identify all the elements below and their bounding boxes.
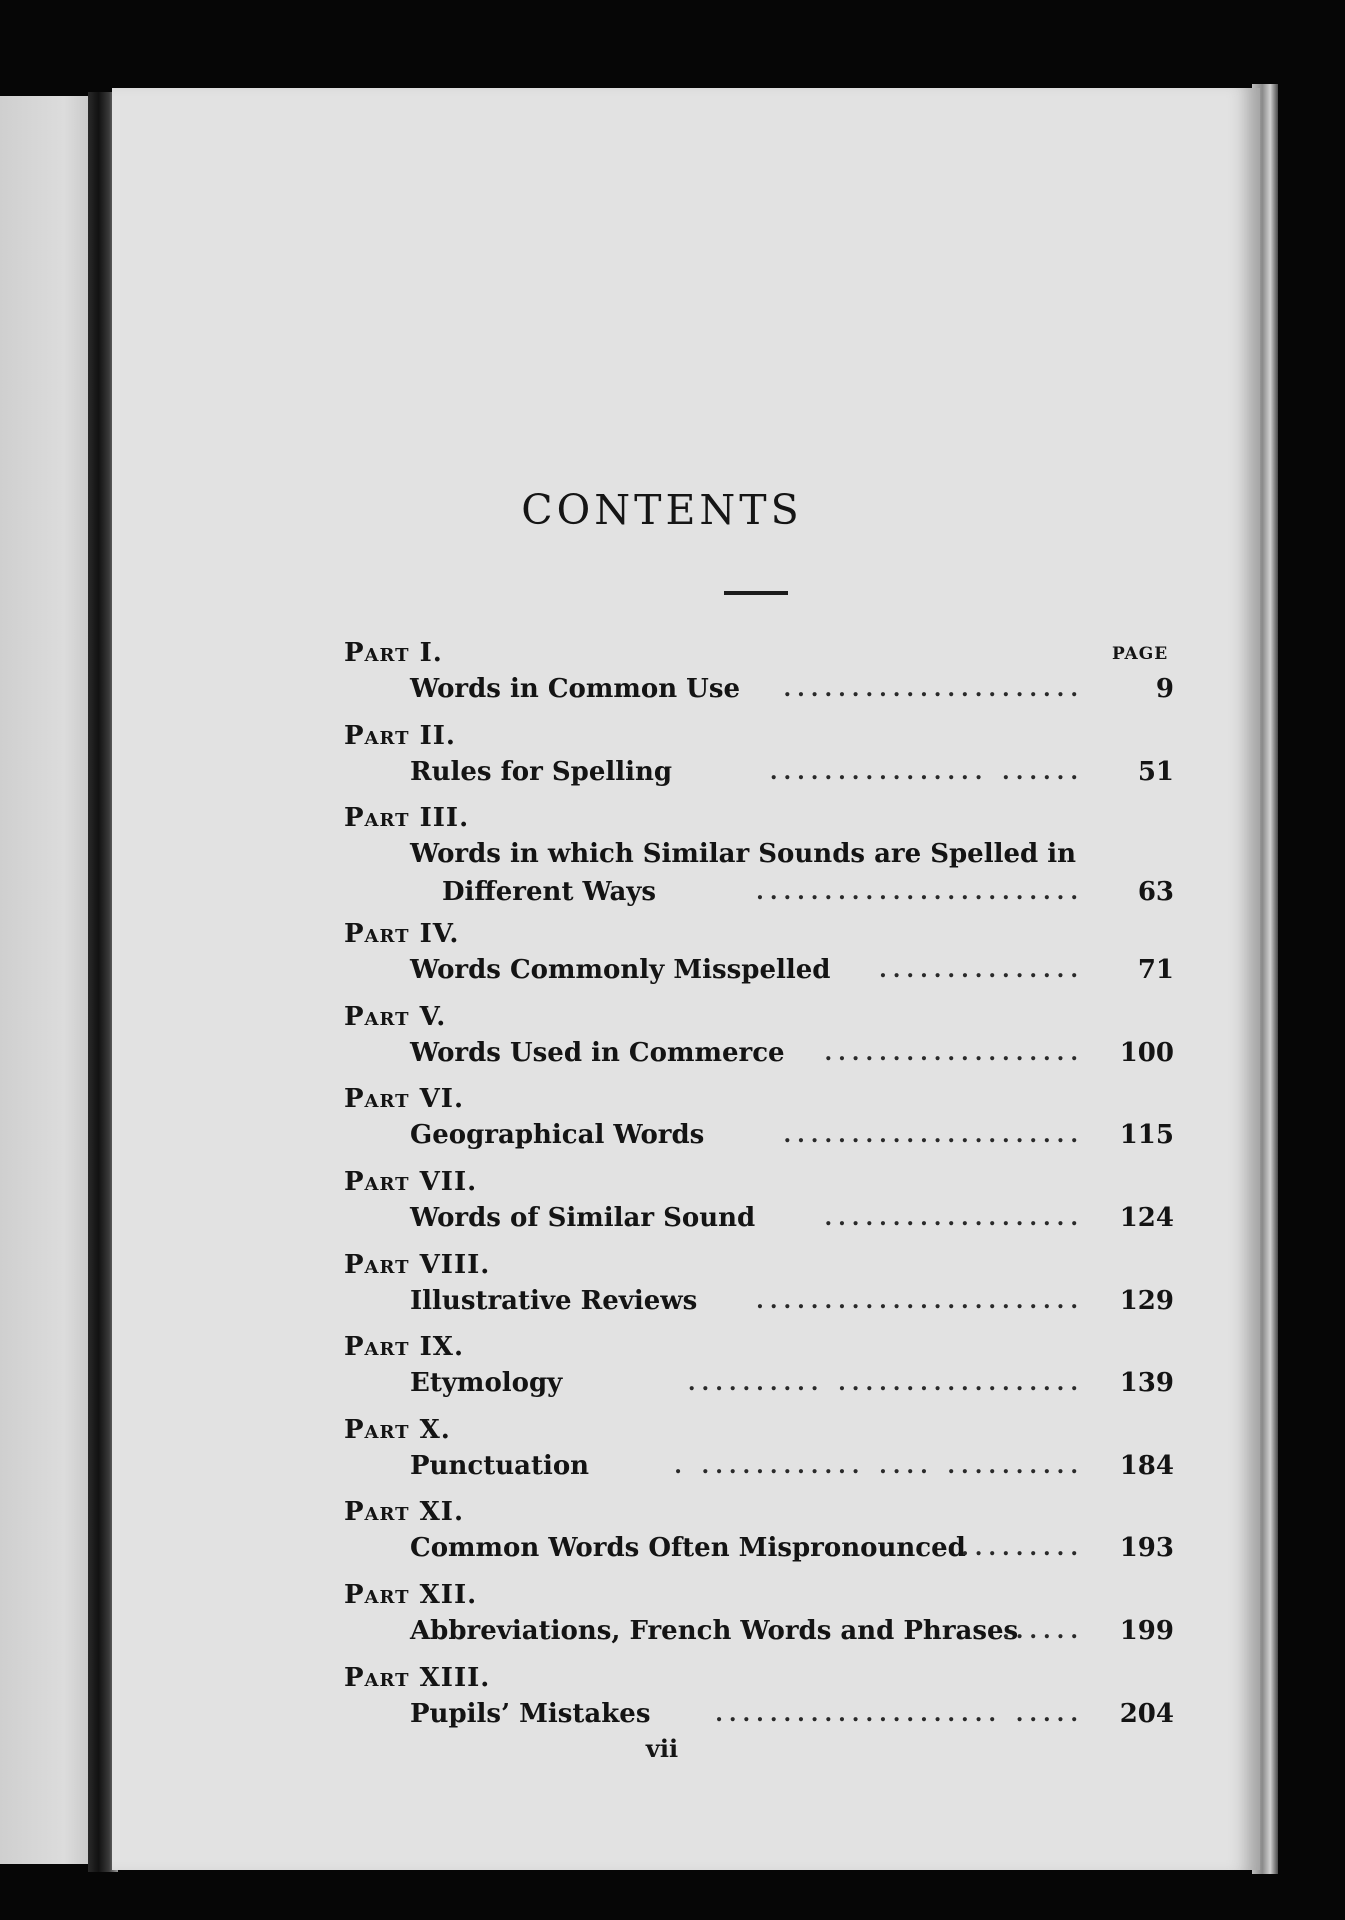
facing-page-edge: [0, 96, 92, 1864]
toc-line: [344, 835, 1174, 873]
page-number: 51: [1137, 756, 1174, 787]
toc-entry: [344, 1330, 1174, 1413]
toc-line: [344, 1695, 1174, 1733]
toc-entry: [344, 801, 1174, 917]
toc-entry: [344, 1661, 1174, 1744]
section-title: Words in Common Use: [410, 674, 741, 704]
toc-entry: [344, 917, 1174, 1000]
toc-entry: [344, 1000, 1174, 1083]
section-title: Words in which Similar Sounds are Spelled in: [410, 839, 1077, 870]
dot-leader: ...................: [824, 1204, 1084, 1231]
toc-entry: [344, 636, 1174, 719]
section-title: Punctuation: [410, 1450, 590, 1481]
part-heading: Part III.: [344, 803, 470, 834]
toc-entry: [344, 1248, 1174, 1331]
section-title: Geographical Words: [410, 1120, 705, 1151]
section-title: Illustrative Reviews: [410, 1285, 698, 1316]
page-number: 184: [1119, 1450, 1174, 1481]
section-title: Different Ways: [442, 877, 657, 908]
dot-leader: ..................... .....: [715, 1700, 1084, 1727]
part-heading: Part XII.: [344, 1579, 478, 1610]
page-number: 199: [1119, 1615, 1174, 1646]
page-number: 63: [1137, 877, 1174, 908]
toc-line: [344, 1199, 1174, 1237]
part-heading: Part X.: [344, 1414, 451, 1445]
toc-line: [344, 670, 1174, 708]
page-number: 100: [1119, 1037, 1174, 1068]
contents-page: [112, 88, 1260, 1870]
title-rule: [724, 591, 788, 595]
page-number: 204: [1119, 1698, 1174, 1729]
page-number: 115: [1119, 1120, 1174, 1151]
toc-line: [344, 1116, 1174, 1154]
part-heading: Part V.: [344, 1001, 447, 1032]
section-title: Abbreviations, French Words and Phrases: [410, 1615, 1019, 1646]
dot-leader: ......................: [783, 676, 1084, 702]
part-heading: Part I.: [344, 638, 443, 668]
page-column-label: PAGE: [1112, 644, 1169, 664]
toc-entry: [344, 1165, 1174, 1248]
dot-leader: . ............ .... ..........: [674, 1452, 1084, 1479]
dot-leader: ........................: [756, 879, 1084, 906]
toc-line: [344, 753, 1174, 791]
part-heading: Part IX.: [344, 1332, 464, 1363]
toc-line: [344, 951, 1174, 989]
toc-line: [344, 1364, 1174, 1402]
toc-line: [344, 1529, 1174, 1567]
page-number: 124: [1119, 1202, 1174, 1233]
page-folio: vii: [645, 1734, 679, 1763]
part-heading: Part VII.: [344, 1166, 478, 1197]
page-title: CONTENTS: [521, 486, 803, 534]
section-title: Common Words Often Mispronounced: [410, 1533, 966, 1564]
part-heading: Part VI.: [344, 1084, 464, 1115]
section-title: Words Used in Commerce: [410, 1037, 785, 1068]
section-title: Pupils’ Mistakes: [410, 1698, 651, 1729]
dot-leader: ......................: [783, 1122, 1084, 1149]
table-of-contents: [344, 636, 1174, 1743]
page-number: 193: [1119, 1533, 1174, 1564]
part-heading: Part II.: [344, 720, 456, 751]
toc-entry: [344, 1578, 1174, 1661]
dot-leader: ...................: [824, 1039, 1084, 1066]
toc-entry: [344, 719, 1174, 802]
part-heading: Part IV.: [344, 919, 460, 950]
part-heading: Part XI.: [344, 1497, 464, 1528]
toc-entry: [344, 1413, 1174, 1496]
dot-leader: .........: [961, 1535, 1084, 1562]
toc-line: [344, 1612, 1174, 1650]
toc-line-continued: [344, 873, 1174, 911]
dot-leader: ......: [1002, 1617, 1084, 1644]
page-number: 139: [1119, 1368, 1174, 1399]
dot-leader: ........................: [756, 1287, 1084, 1314]
dot-leader: ................ ......: [769, 758, 1084, 785]
toc-line: [344, 1282, 1174, 1320]
page-number: 71: [1137, 955, 1174, 986]
part-heading: Part VIII.: [344, 1249, 491, 1280]
section-title: Etymology: [410, 1368, 563, 1399]
toc-line: [344, 1447, 1174, 1485]
toc-entry: [344, 1082, 1174, 1165]
dot-leader: .......... ..................: [687, 1370, 1084, 1397]
section-title: Words of Similar Sound: [410, 1202, 756, 1233]
page-number: 129: [1119, 1285, 1174, 1316]
toc-line: [344, 1034, 1174, 1072]
page-number: 9: [1155, 674, 1174, 704]
part-heading: Part XIII.: [344, 1662, 491, 1693]
toc-entry: [344, 1495, 1174, 1578]
dot-leader: ...............: [879, 957, 1084, 984]
section-title: Words Commonly Misspelled: [410, 955, 831, 986]
section-title: Rules for Spelling: [410, 756, 673, 787]
